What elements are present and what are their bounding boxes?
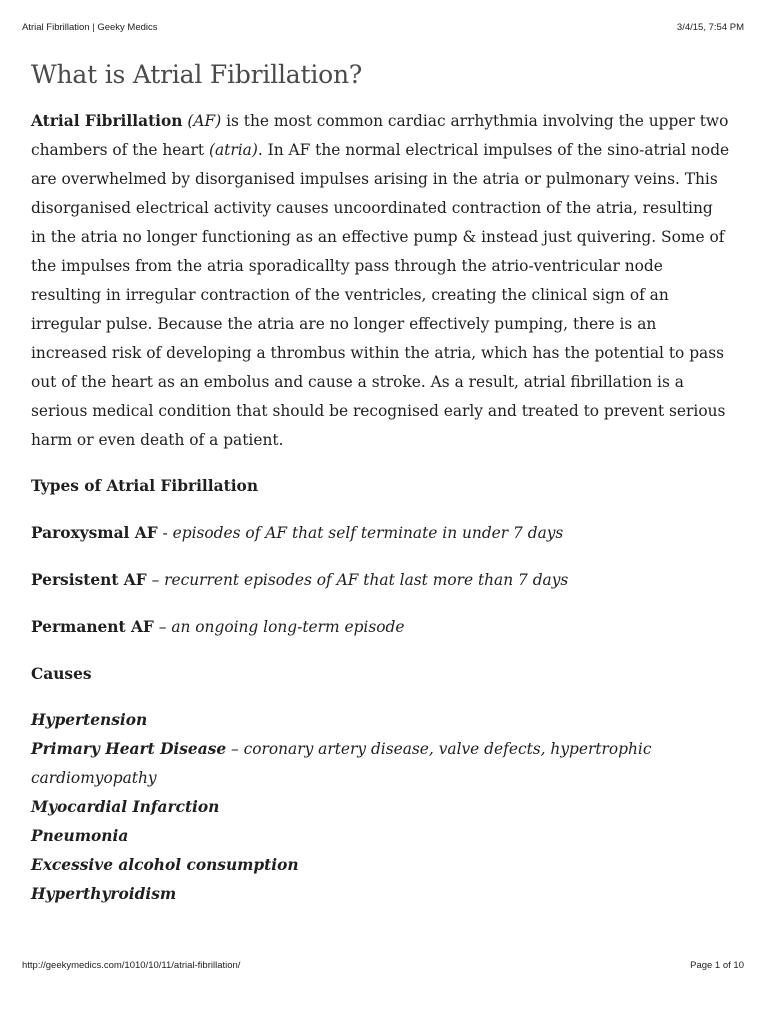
cause-name: Hypertension [31, 711, 148, 729]
type-item-paroxysmal [31, 519, 731, 548]
cause-item [31, 880, 731, 909]
cause-item [31, 735, 731, 793]
intro-term: Atrial Fibrillation [31, 112, 183, 130]
types-heading: Types of Atrial Fibrillation [31, 477, 259, 495]
print-header-title: Atrial Fibrillation | Geeky Medics [22, 22, 158, 33]
causes-list [31, 706, 731, 909]
cause-name: Myocardial Infarction [31, 798, 220, 816]
cause-name: Excessive alcohol consumption [31, 856, 299, 874]
intro-paragraph [31, 107, 731, 455]
type-sep: – [146, 571, 165, 589]
cause-desc: – coronary artery disease, valve defects, hypertrophic cardiomyopathy [31, 740, 652, 787]
page-url-link[interactable]: http://geekymedics.com/1010/10/11/atrial-fibrillation/ [22, 960, 241, 971]
print-footer [22, 960, 744, 971]
article-content [31, 60, 731, 909]
intro-atria: (atria) [209, 141, 258, 159]
type-desc: recurrent episodes of AF that last more than 7 days [164, 571, 569, 589]
page-number: Page 1 of 10 [690, 960, 744, 971]
type-item-permanent [31, 613, 731, 642]
type-name: Persistent AF [31, 571, 147, 589]
cause-item [31, 851, 731, 880]
intro-abbr: (AF) [187, 112, 222, 130]
type-desc: episodes of AF that self terminate in under 7 days [172, 524, 564, 542]
print-header-datetime: 3/4/15, 7:54 PM [676, 22, 744, 33]
type-desc: an ongoing long-term episode [171, 618, 405, 636]
print-header [22, 22, 744, 33]
cause-name: Pneumonia [31, 827, 129, 845]
type-name: Paroxysmal AF [31, 524, 158, 542]
intro-text-2: . In AF the normal electrical impulses of the sino-atrial node are overwhelmed by disorganised impulses arising in the atria or pulmonary veins. This disorganised electrical activity causes uncoordinated contraction of the atria, resulting in the atria no longer functioning as an effective pump & instead just quivering. Some of the impulses from the atria sporadicallty pass through the atrio-ventricular node resulting in irregular contraction of the ventricles, creating the clinical sign of an irregular pulse. Because the atria are no longer effectively pumping, there is an increased risk of developing a thrombus within the atria, which has the potential to pass out of the heart as an embolus and cause a stroke. As a result, atrial fibrillation is a serious medical condition that should be recognised early and treated to prevent serious harm or even death of a patient. [31, 141, 730, 449]
cause-name: Primary Heart Disease [31, 740, 227, 758]
cause-item [31, 793, 731, 822]
cause-name: Hyperthyroidism [31, 885, 177, 903]
page-title: What is Atrial Fibrillation? [31, 60, 363, 89]
type-sep: - [157, 524, 173, 542]
cause-item [31, 706, 731, 735]
type-name: Permanent AF [31, 618, 154, 636]
cause-item [31, 822, 731, 851]
causes-heading: Causes [31, 665, 92, 683]
intro-text-1: is the most common cardiac arrhythmia involving the upper two chambers of the heart [31, 112, 729, 159]
type-sep: – [153, 618, 172, 636]
type-item-persistent [31, 566, 731, 595]
